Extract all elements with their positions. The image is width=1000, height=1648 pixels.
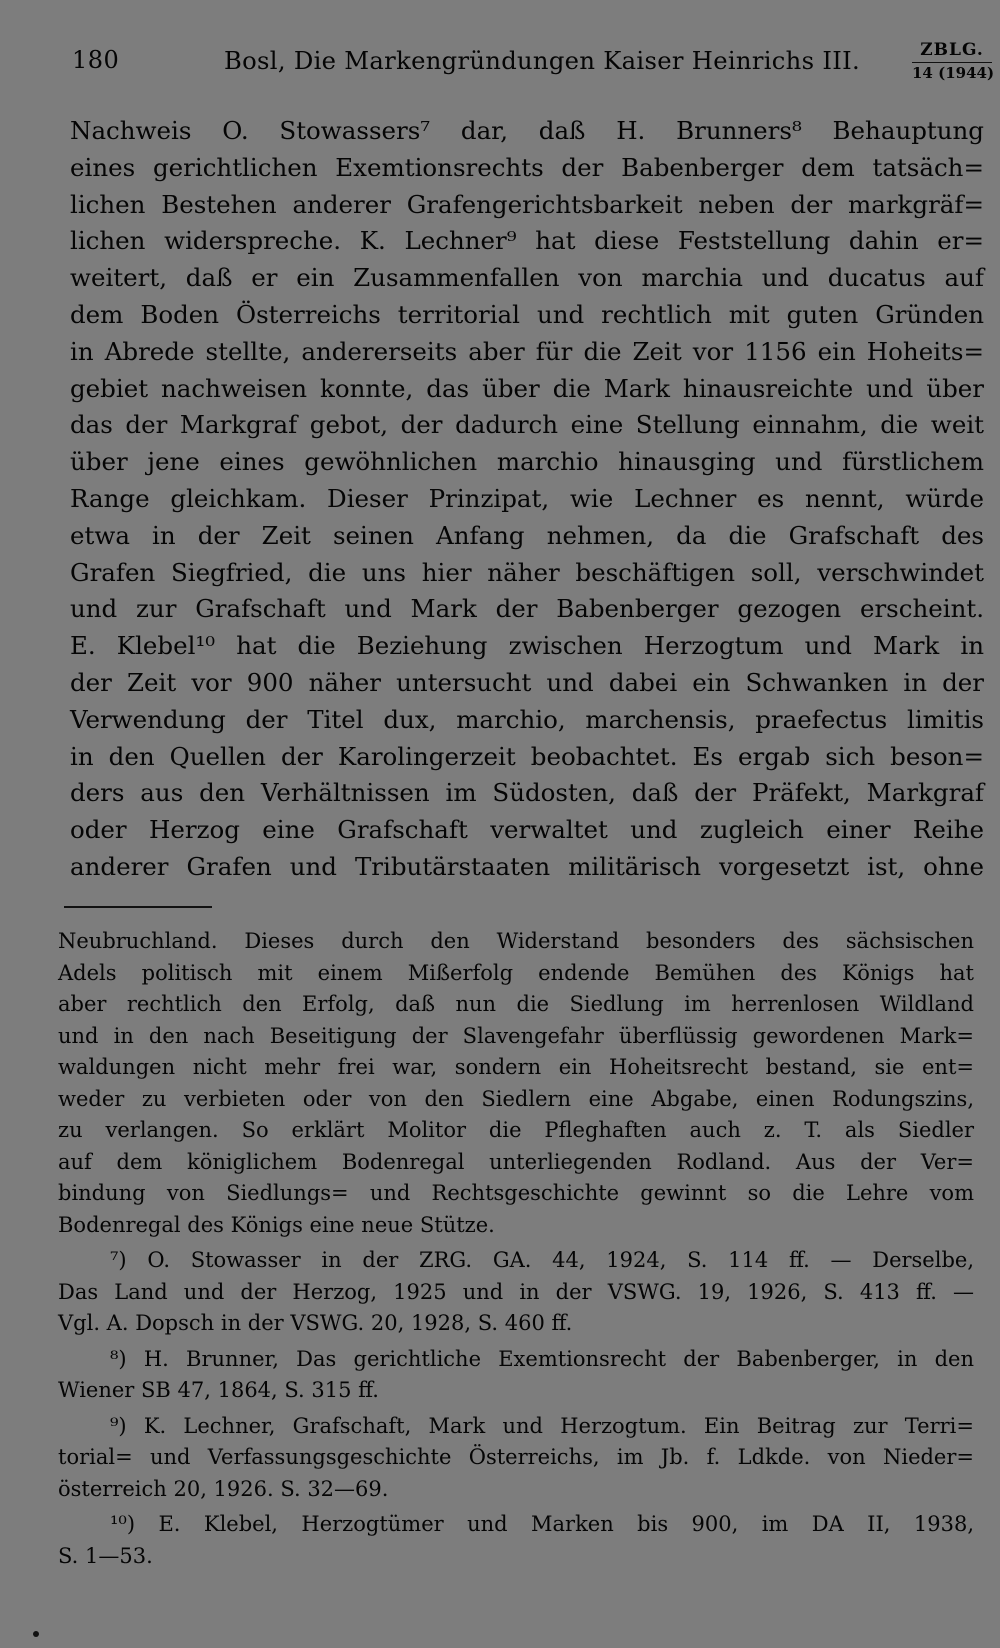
text-line: dem Boden Österreichs territorial und rechtlich mit guten Gründen — [70, 299, 984, 329]
text-line: E. Klebel¹⁰ hat die Beziehung zwischen Herzogtum und Mark in — [70, 631, 984, 661]
text-line: etwa in der Zeit seinen Anfang nehmen, da die Grafschaft des — [70, 520, 984, 550]
text-line: oder Herzog eine Grafschaft verwaltet und zugleich einer Reihe — [70, 815, 984, 845]
text-line: in den Quellen der Karolingerzeit beobachtet. Es ergab sich beson= — [70, 741, 984, 771]
footnote-10-line: ¹⁰) E. Klebel, Herzogtümer und Marken bis 900, im DA II, 1938, — [110, 1512, 974, 1536]
footnote-7-line: Das Land und der Herzog, 1925 und in der VSWG. 19, 1926, S. 413 ff. — — [58, 1279, 974, 1304]
footnote-9-line: österreich 20, 1926. S. 32—69. — [58, 1476, 389, 1501]
footnote-9-line: ⁹) K. Lechner, Grafschaft, Mark und Herzogtum. Ein Beitrag zur Terri= — [110, 1413, 974, 1438]
footnote-line: aber rechtlich den Erfolg, daß nun die Siedlung im herrenlosen Wildland — [58, 992, 974, 1016]
footnote-9-line: torial= und Verfassungsgeschichte Österreichs, im Jb. f. Ldkde. von Nieder= — [58, 1445, 974, 1469]
footnote-10-line: S. 1—53. — [58, 1543, 153, 1568]
page-header — [72, 40, 995, 92]
footnote-line: Bodenregal des Königs eine neue Stütze. — [58, 1212, 495, 1237]
text-line: der Zeit vor 900 näher untersucht und dabei ein Schwanken in der — [70, 667, 984, 697]
footnote-line: waldungen nicht mehr frei war, sondern ein Hoheitsrecht bestand, sie ent= — [58, 1055, 974, 1079]
text-line: lichen Bestehen anderer Grafengerichtsbarkeit neben der markgräf= — [70, 189, 984, 219]
text-line: in Abrede stellte, andererseits aber für die Zeit vor 1156 ein Hoheits= — [70, 336, 984, 366]
main-text-block — [70, 113, 984, 886]
text-line: weitert, daß er ein Zusammenfallen von marchia und ducatus auf — [70, 263, 984, 293]
footnote-line: Adels politisch mit einem Mißerfolg endende Bemühen des Königs hat — [58, 960, 974, 985]
footnote-separator — [64, 906, 212, 908]
text-line: Grafen Siegfried, die uns hier näher beschäftigen soll, verschwindet — [70, 557, 984, 587]
text-line: anderer Grafen und Tributärstaaten militärisch vorgesetzt ist, ohne — [70, 851, 984, 881]
journal-volume: 14 (1944) — [912, 63, 995, 82]
footnote-line: Neubruchland. Dieses durch den Widerstand besonders des sächsischen — [58, 929, 974, 953]
text-line: Nachweis O. Stowassers⁷ dar, daß H. Brunners⁸ Behauptung — [70, 116, 984, 145]
footnote-line: auf dem königlichem Bodenregal unterliegenden Rodland. Aus der Ver= — [58, 1149, 974, 1174]
page-number: 180 — [72, 46, 120, 74]
footnote-8-line: Wiener SB 47, 1864, S. 315 ff. — [58, 1378, 379, 1402]
footnote-line: zu verlangen. So erklärt Molitor die Pfleghaften auch z. T. als Siedler — [58, 1118, 974, 1142]
text-line: gebiet nachweisen konnte, das über die Mark hinausreichte und über — [70, 373, 984, 403]
footnotes-block — [58, 926, 974, 1572]
text-line: Verwendung der Titel dux, marchio, marchensis, praefectus limitis — [70, 704, 984, 734]
footnote-line: bindung von Siedlungs= und Rechtsgeschichte gewinnt so die Lehre vom — [58, 1181, 974, 1205]
footnote-8-line: ⁸) H. Brunner, Das gerichtliche Exemtionsrecht der Babenberger, in den — [110, 1346, 974, 1371]
text-line: über jene eines gewöhnlichen marchio hinausging und fürstlichem — [70, 447, 984, 477]
print-speck — [33, 1631, 39, 1637]
text-line: eines gerichtlichen Exemtionsrechts der Babenberger dem tatsäch= — [70, 152, 984, 182]
journal-mark — [912, 40, 995, 82]
text-line: lichen widerspreche. K. Lechner⁹ hat diese Feststellung dahin er= — [70, 226, 984, 256]
footnote-line: und in den nach Beseitigung der Slavengefahr überflüssig gewordenen Mark= — [58, 1023, 974, 1048]
journal-rule — [912, 62, 992, 63]
text-line: Range gleichkam. Dieser Prinzipat, wie Lechner es nennt, würde — [70, 483, 984, 513]
footnote-line: weder zu verbieten oder von den Siedlern eine Abgabe, einen Rodungszins, — [58, 1086, 974, 1111]
running-head: Bosl, Die Markengründungen Kaiser Heinrichs III. — [224, 46, 860, 75]
text-line: das der Markgraf gebot, der dadurch eine Stellung einnahm, die weit — [70, 410, 984, 440]
text-line: ders aus den Verhältnissen im Südosten, daß der Präfekt, Markgraf — [70, 778, 984, 808]
footnote-7-line: ⁷) O. Stowasser in der ZRG. GA. 44, 1924, S. 114 ff. — Derselbe, — [110, 1248, 974, 1272]
text-line: und zur Grafschaft und Mark der Babenberger gezogen erscheint. — [70, 594, 984, 624]
footnote-7-line: Vgl. A. Dopsch in der VSWG. 20, 1928, S. 460 ff. — [58, 1311, 573, 1335]
journal-abbreviation: ZBLG. — [920, 40, 984, 60]
